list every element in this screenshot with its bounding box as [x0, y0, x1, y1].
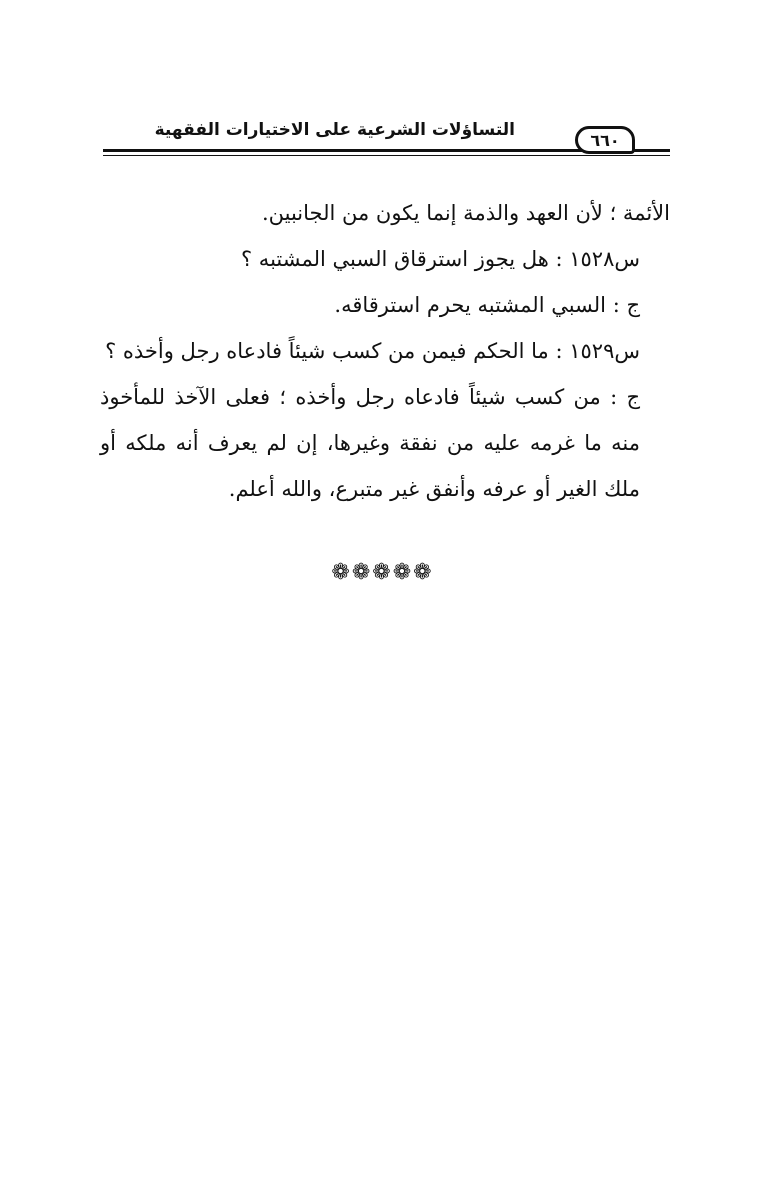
question-1529: س١٥٢٩ : ما الحكم فيمن من كسب شيئاً فادعاه رجل وأخذه ؟	[105, 339, 640, 363]
running-title: التساؤلات الشرعية على الاختيارات الفقهية	[154, 120, 515, 140]
header-rule-thin	[103, 155, 670, 156]
body-text	[100, 190, 670, 512]
page-header	[103, 112, 670, 164]
answer-1529: ج : من كسب شيئاً فادعاه رجل وأخذه ؛ فعلى الآخذ للمأخوذ منه ما غرمه عليه من نفقة وغيرها، إن لم يعرف أنه ملكه أو ملك الغير أو عرفه وأنفق غير متبرع، والله أعلم.	[100, 385, 640, 501]
page-number: ٦٦٠	[575, 126, 635, 154]
section-ornament: ❁❁❁❁❁	[331, 560, 434, 585]
answer-1528: ج : السبي المشتبه يحرم استرقاقه.	[334, 293, 640, 317]
question-1528: س١٥٢٨ : هل يجوز استرقاق السبي المشتبه ؟	[240, 247, 640, 271]
paragraph-continuation: الأئمة ؛ لأن العهد والذمة إنما يكون من الجانبين.	[261, 201, 670, 225]
